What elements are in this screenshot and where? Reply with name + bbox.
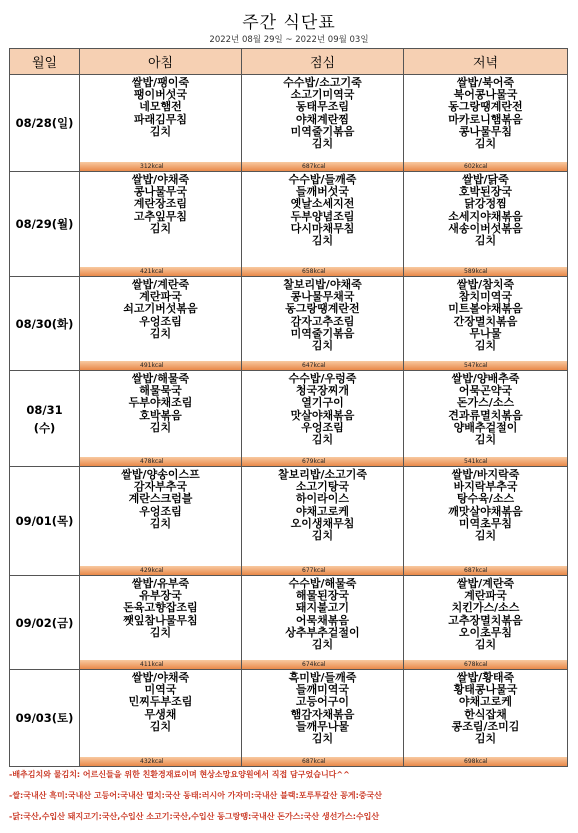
dinner-items: [404, 467, 567, 566]
menu-item: 황태콩나물국: [453, 683, 518, 697]
dinner-cell: [404, 670, 568, 767]
menu-item: 들깨미역국: [295, 683, 350, 697]
menu-item: 탕수육/소스: [456, 492, 515, 506]
breakfast-items: [80, 576, 241, 660]
menu-item: 야채고로케: [458, 695, 513, 709]
day-date: [10, 670, 80, 767]
lunch-cell: [242, 371, 404, 467]
header-row: [10, 49, 568, 75]
breakfast-items: [80, 172, 241, 267]
menu-item: 고추장멸치볶음: [448, 613, 523, 627]
menu-item: 김치: [474, 339, 497, 353]
dinner-cell: [404, 467, 568, 576]
lunch-kcal: 658kcal: [242, 267, 403, 276]
menu-item: 옛날소세지전: [290, 197, 355, 211]
menu-item: 북어콩나물국: [453, 88, 518, 102]
menu-item: 쌀밥/황태죽: [456, 671, 515, 684]
lunch-items: [242, 75, 403, 162]
menu-item: 쌀밥/야채죽: [131, 173, 190, 186]
menu-item: 맛살야채볶음: [290, 408, 355, 422]
day-date: [10, 576, 80, 670]
menu-item: 소세지야채볶음: [448, 209, 523, 223]
breakfast-kcal: 432kcal: [80, 757, 241, 766]
lunch-cell: [242, 172, 404, 277]
day-row: [10, 467, 568, 576]
lunch-items: [242, 670, 403, 757]
lunch-cell: [242, 467, 404, 576]
dinner-kcal: 541kcal: [404, 457, 567, 466]
day-date-line: 08/30(화): [15, 316, 74, 331]
dinner-items: [404, 576, 567, 660]
menu-item: 호박된장국: [458, 185, 513, 199]
day-row: [10, 172, 568, 277]
menu-item: 김치: [149, 420, 172, 434]
lunch-cell: [242, 576, 404, 670]
dinner-items: [404, 75, 567, 162]
menu-item: 김치: [311, 638, 334, 652]
menu-item: 미역초무침: [458, 516, 513, 530]
dinner-items: [404, 371, 567, 457]
menu-item: 쌀밥/계란죽: [456, 577, 515, 590]
menu-item: 고등어구이: [295, 695, 350, 709]
breakfast-kcal: 491kcal: [80, 361, 241, 370]
lunch-kcal: 679kcal: [242, 457, 403, 466]
menu-item: 우엉조림: [139, 504, 182, 518]
menu-item: 콩나물무국: [133, 185, 188, 199]
menu-item: 견과류멸치볶음: [448, 408, 523, 422]
menu-item: 돼지불고기: [295, 601, 350, 615]
menu-item: 상추부추겉절이: [285, 625, 360, 639]
menu-item: 바지락부추국: [453, 480, 518, 494]
menu-item: 우엉조림: [139, 314, 182, 328]
menu-item: 파래김무침: [133, 112, 188, 126]
breakfast-cell: [80, 75, 242, 172]
lunch-items: [242, 467, 403, 566]
breakfast-cell: [80, 670, 242, 767]
menu-item: 흑미밥/들깨죽: [288, 671, 357, 684]
date-range: 2022년 08월 29일 ~ 2022년 09월 03일: [209, 35, 369, 45]
day-date: [10, 371, 80, 467]
dinner-kcal: 678kcal: [404, 660, 567, 669]
menu-item: 무생채: [144, 707, 177, 721]
lunch-items: [242, 277, 403, 361]
lunch-items: [242, 371, 403, 457]
breakfast-cell: [80, 576, 242, 670]
day-row: [10, 371, 568, 467]
day-date-line: 08/29(월): [15, 217, 74, 231]
breakfast-cell: [80, 172, 242, 277]
menu-item: 돈가스/소스: [456, 396, 515, 410]
breakfast-kcal: 478kcal: [80, 457, 241, 466]
menu-item: 찰보리밥/야채죽: [283, 278, 362, 291]
menu-item: 김치: [474, 732, 497, 746]
dinner-cell: [404, 371, 568, 467]
header-breakfast: 아침: [80, 49, 242, 75]
menu-item: 쌀밥/바지락죽: [451, 468, 520, 481]
lunch-cell: [242, 670, 404, 767]
menu-item: 고추잎무침: [133, 209, 188, 223]
day-date-line: 08/28(일): [15, 116, 74, 130]
menu-item: 김치: [149, 221, 172, 235]
menu-item: 계란파국: [139, 290, 182, 304]
menu-item: 수수밥/들깨죽: [288, 173, 357, 186]
dinner-cell: [404, 277, 568, 371]
lunch-kcal: 677kcal: [242, 566, 403, 575]
menu-item: 김치: [311, 732, 334, 746]
day-date-line: (수): [33, 420, 56, 435]
menu-item: 김치: [474, 638, 497, 652]
breakfast-cell: [80, 467, 242, 576]
dinner-items: [404, 172, 567, 267]
menu-item: 김치: [474, 433, 497, 447]
menu-item: 네모햄전: [139, 100, 182, 114]
menu-item: 김치: [311, 433, 334, 447]
breakfast-items: [80, 277, 241, 361]
breakfast-items: [80, 75, 241, 162]
day-row: [10, 576, 568, 670]
page-title: 주간 식단표: [242, 13, 336, 33]
menu-item: 쇠고기버섯볶음: [123, 302, 198, 316]
day-date: [10, 467, 80, 576]
menu-item: 쌀밥/팽이죽: [131, 76, 190, 89]
menu-item: 콩나물무채국: [290, 290, 355, 304]
menu-item: 한식잡채: [464, 707, 507, 721]
menu-item: 쌀밥/해물죽: [131, 372, 190, 385]
menu-item: 치킨가스/소스: [451, 601, 520, 615]
breakfast-cell: [80, 277, 242, 371]
menu-item: 콩나물무침: [458, 124, 513, 138]
menu-item: 동그랑땡계란전: [285, 302, 360, 316]
menu-item: 김치: [474, 529, 497, 543]
menu-item: 동그랑땡계란전: [448, 100, 523, 114]
menu-item: 쌀밥/야채죽: [131, 671, 190, 684]
menu-item: 쌀밥/유부죽: [131, 577, 190, 590]
menu-item: 쌀밥/북어죽: [456, 76, 515, 89]
menu-item: 김치: [149, 124, 172, 138]
dinner-kcal: 547kcal: [404, 361, 567, 370]
dinner-cell: [404, 576, 568, 670]
menu-item: 햄감자채볶음: [290, 707, 355, 721]
dinner-kcal: 687kcal: [404, 566, 567, 575]
breakfast-kcal: 411kcal: [80, 660, 241, 669]
menu-item: 김치: [149, 625, 172, 639]
day-date-line: 09/01(목): [15, 514, 74, 528]
menu-item: 미트볼야채볶음: [448, 302, 523, 316]
day-date-line: 09/03(토): [15, 711, 74, 725]
lunch-kcal: 647kcal: [242, 361, 403, 370]
note-origin-2: -닭:국산,수입산 돼지고기:국산,수입산 소고기:국산,수입산 동그랑땡:국내산 돈가스:국산 생선가스:수입산: [9, 812, 380, 821]
menu-item: 김치: [149, 719, 172, 733]
header-lunch: 점심: [242, 49, 404, 75]
menu-item: 쌀밥/닭죽: [462, 173, 509, 186]
header-dinner: 저녁: [404, 49, 568, 75]
menu-item: 돈육고향잡조림: [123, 601, 198, 615]
lunch-items: [242, 172, 403, 267]
menu-item: 간장멸치볶음: [453, 314, 518, 328]
menu-item: 김치: [311, 339, 334, 353]
menu-item: 콩조림/조미김: [451, 719, 520, 733]
menu-item: 청국장찌개: [295, 384, 350, 398]
menu-item: 새송이버섯볶음: [448, 221, 523, 235]
dinner-kcal: 698kcal: [404, 757, 567, 766]
menu-item: 야채계란찜: [295, 112, 350, 126]
menu-item: 감자부추국: [133, 480, 188, 494]
day-date-line: 08/31: [26, 402, 63, 417]
menu-item: 감자고추조림: [290, 314, 355, 328]
menu-item: 두부양념조림: [290, 209, 355, 223]
lunch-kcal: 687kcal: [242, 162, 403, 171]
menu-item: 어묵곤약국: [458, 384, 513, 398]
menu-item: 쌀밥/계란죽: [131, 278, 190, 291]
menu-item: 수수밥/소고기죽: [283, 76, 362, 89]
menu-item: 수수밥/해물죽: [288, 577, 357, 590]
menu-item: 어묵채볶음: [295, 613, 350, 627]
menu-item: 김치: [149, 516, 172, 530]
breakfast-items: [80, 371, 241, 457]
menu-item: 참치미역국: [458, 290, 513, 304]
menu-item: 두부야채조림: [128, 396, 193, 410]
menu-item: 김치: [474, 234, 497, 248]
day-date-line: 09/02(금): [15, 615, 74, 630]
note-kimchi: -배추김치와 물김치: 어르신들을 위한 친환경재료이며 현상소망요양원에서 직접 담구었습니다^^: [9, 770, 350, 779]
dinner-kcal: 589kcal: [404, 267, 567, 276]
menu-item: 야채고로케: [295, 504, 350, 518]
note-origin-1: -쌀:국내산 흑미:국내산 고등어:국내산 멸치:국산 동태:러시아 가자미:국내산 블랙:포루투갈산 꽁게:중국산: [9, 791, 382, 800]
menu-item: 해물묵국: [139, 384, 182, 398]
meal-table: [9, 48, 568, 767]
menu-item: 김치: [474, 137, 497, 151]
menu-item: 소고기탕국: [295, 480, 350, 494]
notes: [9, 764, 567, 827]
menu-item: 오이초무침: [458, 625, 513, 639]
lunch-items: [242, 576, 403, 660]
dinner-items: [404, 277, 567, 361]
dinner-items: [404, 670, 567, 757]
menu-item: 우엉조림: [301, 420, 344, 434]
day-row: [10, 670, 568, 767]
menu-item: 동태무조림: [295, 100, 350, 114]
menu-item: 김치: [311, 529, 334, 543]
menu-item: 쌀밥/참치죽: [456, 278, 515, 291]
breakfast-cell: [80, 371, 242, 467]
menu-item: 민찌두부조림: [128, 695, 193, 709]
menu-item: 김치: [149, 326, 172, 340]
lunch-kcal: 687kcal: [242, 757, 403, 766]
lunch-cell: [242, 75, 404, 172]
menu-item: 수수밥/우렁죽: [288, 372, 357, 385]
dinner-kcal: 602kcal: [404, 162, 567, 171]
breakfast-items: [80, 670, 241, 757]
menu-item: 소고기미역국: [290, 88, 355, 102]
day-date: [10, 75, 80, 172]
header-day: 월일: [10, 49, 80, 75]
dinner-cell: [404, 75, 568, 172]
menu-item: 들깨무나물: [295, 719, 350, 733]
menu-item: 유부장국: [139, 589, 182, 603]
menu-item: 계란스크럼블: [128, 492, 193, 506]
day-date: [10, 277, 80, 371]
menu-item: 계란장조림: [133, 197, 188, 211]
breakfast-kcal: 421kcal: [80, 267, 241, 276]
menu-item: 하이라이스: [295, 492, 350, 506]
menu-item: 쨋잎참나물무침: [123, 613, 198, 627]
day-date: [10, 172, 80, 277]
menu-item: 미역줄기볶음: [290, 326, 355, 340]
menu-item: 마카로니햄볶음: [448, 112, 523, 126]
menu-item: 열기구이: [301, 396, 344, 410]
menu-item: 쌀밥/양송이스프: [121, 468, 200, 481]
day-row: [10, 277, 568, 371]
menu-item: 양배추겉절이: [453, 420, 518, 434]
menu-item: 팽이버섯국: [133, 88, 188, 102]
menu-item: 오이생채무침: [290, 516, 355, 530]
menu-item: 김치: [311, 137, 334, 151]
dinner-cell: [404, 172, 568, 277]
menu-item: 들깨버섯국: [295, 185, 350, 199]
menu-item: 미역줄기볶음: [290, 124, 355, 138]
menu-item: 찰보리밥/소고기죽: [277, 468, 368, 481]
menu-item: 쌀밥/양배추죽: [451, 372, 520, 385]
menu-item: 김치: [311, 234, 334, 248]
menu-item: 무나물: [469, 326, 502, 340]
menu-item: 다시마채무침: [290, 221, 355, 235]
menu-item: 호박볶음: [139, 408, 182, 422]
day-row: [10, 75, 568, 172]
menu-item: 미역국: [144, 683, 177, 697]
lunch-cell: [242, 277, 404, 371]
breakfast-kcal: 312kcal: [80, 162, 241, 171]
menu-item: 해물된장국: [295, 589, 350, 603]
breakfast-kcal: 429kcal: [80, 566, 241, 575]
menu-item: 닭강정찜: [464, 197, 507, 211]
menu-item: 계란파국: [464, 589, 507, 603]
breakfast-items: [80, 467, 241, 566]
lunch-kcal: 674kcal: [242, 660, 403, 669]
menu-item: 깨맛살야채볶음: [448, 504, 523, 518]
